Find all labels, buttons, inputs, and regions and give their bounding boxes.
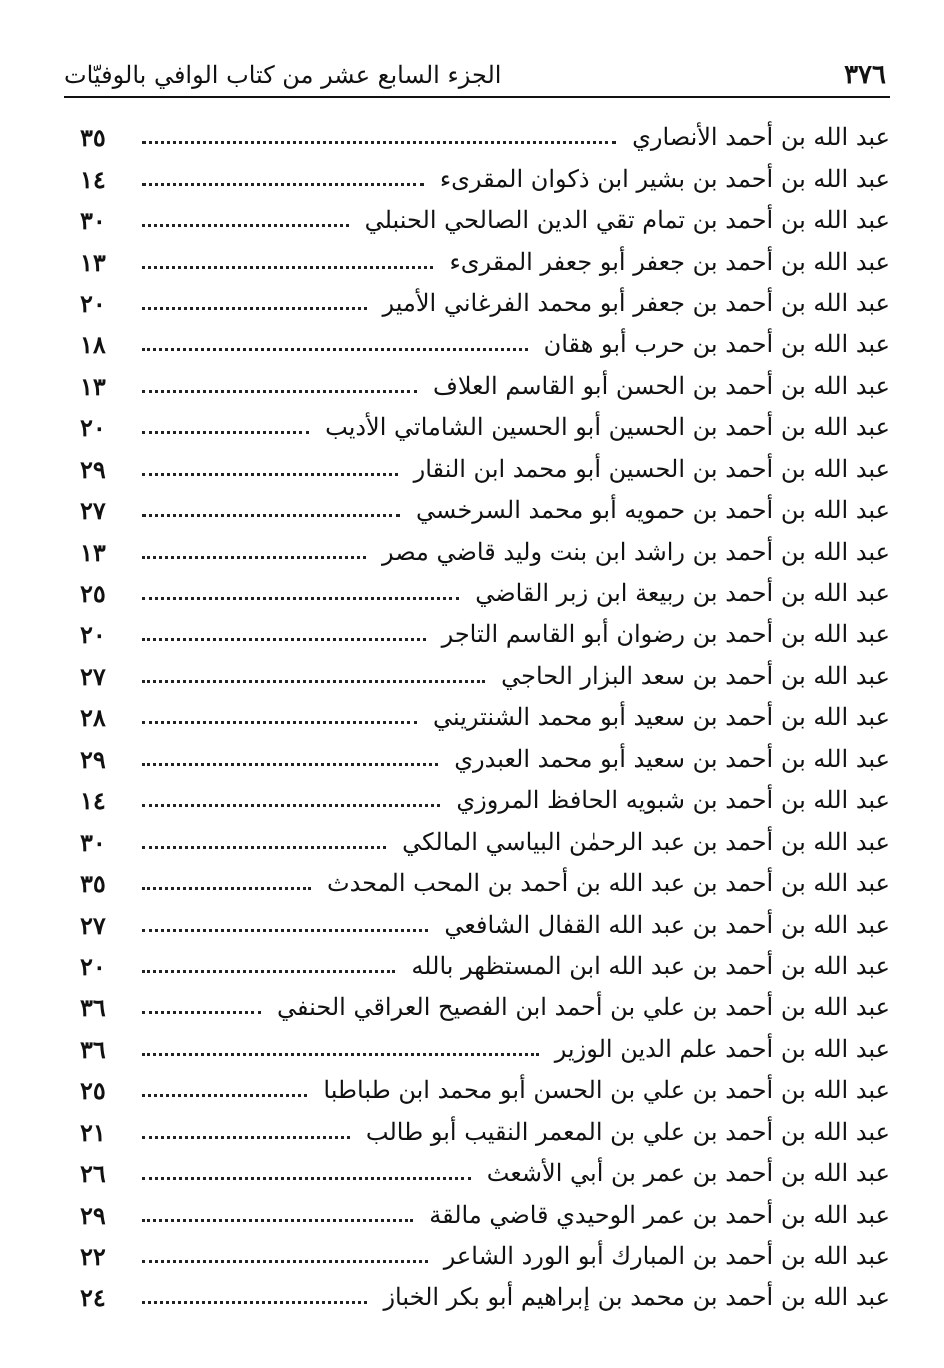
dot-leader (142, 1136, 350, 1139)
index-entry (80, 614, 890, 655)
entry-page-number: ٣٥ (80, 869, 106, 899)
dot-leader (142, 929, 428, 932)
entry-page-number: ٢١ (80, 1117, 106, 1147)
entry-page-number: ١٣ (80, 537, 106, 567)
index-entry (80, 324, 890, 365)
dot-leader (142, 638, 426, 641)
entry-name: عبد الله بن أحمد بن عبد الله ابن المستظهر بالله (411, 951, 890, 980)
entry-name: عبد الله بن أحمد بن جعفر أبو محمد الفرغاني الأمير (382, 288, 890, 317)
entry-page-number: ٢٠ (80, 288, 106, 318)
index-entry (80, 863, 890, 904)
entry-name: عبد الله بن أحمد بن بشير ابن ذكوان المقرىء (439, 164, 890, 193)
index-entry (80, 1194, 890, 1235)
dot-leader (142, 1011, 261, 1014)
index-entry (80, 283, 890, 324)
dot-leader (142, 1301, 367, 1304)
entry-name: عبد الله بن أحمد بن علي بن الحسن أبو محمد ابن طباطبا (323, 1076, 890, 1105)
entry-page-number: ٢٧ (80, 910, 106, 940)
entry-name: عبد الله بن أحمد بن سعيد أبو محمد الشنتريني (433, 703, 890, 732)
header-rule (64, 96, 890, 98)
entry-page-number: ٢٧ (80, 661, 106, 691)
dot-leader (142, 804, 440, 807)
entry-name: عبد الله بن أحمد بن حمويه أبو محمد السرخسي (416, 496, 890, 525)
index-entry (80, 449, 890, 490)
entry-name: عبد الله بن أحمد الأنصاري (632, 123, 890, 152)
entry-name: عبد الله بن أحمد بن الحسين أبو الحسين الشاماتي الأديب (325, 413, 890, 442)
index-entry (80, 1153, 890, 1194)
dot-leader (142, 266, 433, 269)
index-entry (80, 1029, 890, 1070)
index-entry (80, 697, 890, 738)
dot-leader (142, 514, 400, 517)
entry-page-number: ٣٦ (80, 1034, 106, 1064)
entry-page-number: ٢٨ (80, 703, 106, 733)
entry-page-number: ٢٠ (80, 413, 106, 443)
index-entry (80, 241, 890, 282)
index-entry (80, 656, 890, 697)
entry-name: عبد الله بن أحمد بن ربيعة ابن زبر القاضي (475, 579, 890, 608)
entry-page-number: ٣٥ (80, 123, 106, 153)
index-entry (80, 946, 890, 987)
entry-name: عبد الله بن أحمد بن شبويه الحافظ المروزي (456, 786, 890, 815)
entry-name: عبد الله بن أحمد بن رضوان أبو القاسم التاجر (441, 620, 890, 649)
entry-page-number: ٢٥ (80, 579, 106, 609)
entry-name: عبد الله بن أحمد بن عمر الوحيدي قاضي مالقة (429, 1200, 890, 1229)
index-entry (80, 200, 890, 241)
entry-name: عبد الله بن أحمد بن الحسن أبو القاسم العلاف (432, 371, 890, 400)
entry-name: عبد الله بن أحمد بن عمر بن أبي الأشعث (486, 1159, 890, 1188)
dot-leader (142, 224, 349, 227)
entry-page-number: ٢٤ (80, 1283, 106, 1313)
entry-page-number: ٣٠ (80, 206, 106, 236)
index-entry (80, 366, 890, 407)
dot-leader (142, 1260, 428, 1263)
entry-page-number: ٢٥ (80, 1076, 106, 1106)
entry-page-number: ١٨ (80, 330, 106, 360)
entry-page-number: ٢٢ (80, 1242, 106, 1272)
dot-leader (142, 597, 459, 600)
dot-leader (142, 390, 417, 393)
dot-leader (142, 721, 417, 724)
index-entry (80, 821, 890, 862)
dot-leader (142, 1053, 539, 1056)
index-entry (80, 117, 890, 158)
entry-page-number: ٢٩ (80, 1200, 106, 1230)
entry-name: عبد الله بن أحمد بن حرب أبو هقان (543, 330, 890, 359)
entry-name: عبد الله بن أحمد بن تمام تقي الدين الصالحي الحنبلي (364, 206, 890, 235)
index-entry (80, 1112, 890, 1153)
dot-leader (142, 348, 528, 351)
dot-leader (142, 1177, 471, 1180)
dot-leader (142, 141, 616, 144)
index-entry (80, 531, 890, 572)
index-entry (80, 407, 890, 448)
dot-leader (142, 680, 485, 683)
entry-name: عبد الله بن أحمد بن علي بن أحمد ابن الفصيح العراقي الحنفي (276, 993, 890, 1022)
entry-page-number: ٢٦ (80, 1159, 106, 1189)
index-entry (80, 1070, 890, 1111)
entry-name: عبد الله بن أحمد بن جعفر أبو جعفر المقرىء (449, 247, 890, 276)
entry-page-number: ٢٠ (80, 620, 106, 650)
entry-name: عبد الله بن أحمد بن عبد الرحمٰن البياسي المالكي (402, 827, 890, 856)
entry-page-number: ٢٠ (80, 951, 106, 981)
entry-name: عبد الله بن أحمد بن محمد بن إبراهيم أبو بكر الخباز (383, 1283, 890, 1312)
index-entry (80, 1236, 890, 1277)
entry-page-number: ١٤ (80, 164, 106, 194)
dot-leader (142, 556, 366, 559)
index-entry (80, 987, 890, 1028)
running-title: الجزء السابع عشر من كتاب الوافي بالوفيّات (64, 61, 502, 89)
entry-page-number: ١٣ (80, 247, 106, 277)
dot-leader (142, 887, 311, 890)
entry-name: عبد الله بن أحمد بن سعيد أبو محمد العبدري (454, 744, 890, 773)
entry-page-number: ٣٠ (80, 827, 106, 857)
entry-page-number: ١٣ (80, 371, 106, 401)
index-entry (80, 780, 890, 821)
dot-leader (142, 970, 395, 973)
dot-leader (142, 307, 367, 310)
entry-page-number: ٣٦ (80, 993, 106, 1023)
entry-name: عبد الله بن أحمد بن الحسين أبو محمد ابن النقار (413, 454, 890, 483)
entry-page-number: ٢٧ (80, 496, 106, 526)
dot-leader (142, 1094, 307, 1097)
dot-leader (142, 473, 398, 476)
entry-name: عبد الله بن أحمد بن عبد الله القفال الشافعي (444, 910, 890, 939)
entry-name: عبد الله بن أحمد بن سعد البزار الحاجي (501, 661, 890, 690)
entry-name: عبد الله بن أحمد علم الدين الوزير (554, 1034, 890, 1063)
dot-leader (142, 763, 438, 766)
running-header (64, 55, 886, 95)
entry-page-number: ٢٩ (80, 744, 106, 774)
dot-leader (142, 183, 424, 186)
dot-leader (142, 1219, 413, 1222)
index-entry (80, 739, 890, 780)
index-entry (80, 904, 890, 945)
index-entry (80, 573, 890, 614)
entry-name: عبد الله بن أحمد بن المبارك أبو الورد الشاعر (443, 1242, 890, 1271)
entry-name: عبد الله بن أحمد بن عبد الله بن أحمد بن المحب المحدث (326, 869, 890, 898)
entry-name: عبد الله بن أحمد بن علي بن المعمر النقيب أبو طالب (365, 1117, 890, 1146)
dot-leader (142, 431, 309, 434)
dot-leader (142, 846, 386, 849)
page-number: ٣٧٦ (844, 60, 886, 90)
index-list (80, 117, 890, 1319)
entry-name: عبد الله بن أحمد بن راشد ابن بنت وليد قاضي مصر (381, 537, 890, 566)
index-entry (80, 158, 890, 199)
index-entry (80, 490, 890, 531)
index-entry (80, 1277, 890, 1318)
entry-page-number: ١٤ (80, 786, 106, 816)
entry-page-number: ٢٩ (80, 454, 106, 484)
